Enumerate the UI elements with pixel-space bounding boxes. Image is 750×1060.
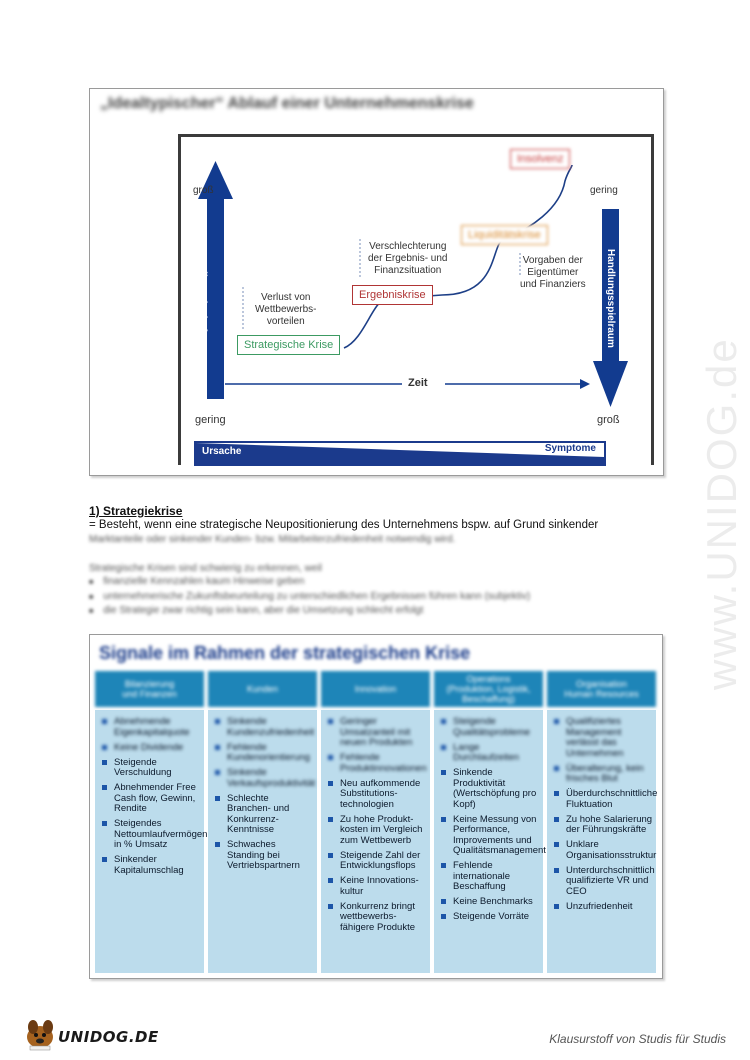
section-bullets — [89, 575, 530, 619]
column-operations — [434, 671, 546, 973]
footer-tagline: Klausurstoff von Studis für Studis — [549, 1032, 726, 1046]
list-item: Zu hohe Salarierung der Führungskräfte — [553, 815, 654, 836]
list-item: ■ die Strategie zwar richtig sein kann, aber die Umsetzung schlecht erfolgt — [89, 604, 530, 619]
list-item: Steigende Zahl der Entwicklungsflops — [327, 851, 428, 872]
symptom-label: Symptome — [544, 443, 596, 454]
section-intro: Strategische Krisen sind schwierig zu erkennen, weil — [89, 563, 322, 574]
column-header: Organisation Human Resources — [547, 671, 656, 707]
list-item: Fehlende internationale Beschaffung — [440, 861, 541, 893]
list-item: Neu aufkommende Substitutions-technologien — [327, 779, 428, 811]
figure-2-title: Signale im Rahmen der strategischen Krise — [99, 643, 471, 663]
list-item: Schwaches Standing bei Vertriebspartnern — [214, 840, 315, 872]
section-title: 1) Strategiekrise — [89, 504, 183, 518]
left-bottom-label: gering — [195, 414, 226, 426]
column-header: Bilanzierung und Finanzen — [95, 671, 204, 707]
right-bottom-label: groß — [597, 414, 620, 426]
list-item: Sinkende Produktivität (Wertschöpfung pro Kopf) — [440, 768, 541, 810]
list-item: Fehlende Produktinnovationen — [327, 753, 428, 774]
note-result: Verschlechterung der Ergebnis- und Finanzsituation — [368, 241, 448, 276]
right-top-label: gering — [590, 185, 618, 196]
time-label: Zeit — [408, 377, 428, 389]
unidog-logo[interactable] — [22, 1017, 162, 1051]
list-item: Überalterung, kein frisches Blut — [553, 764, 654, 785]
column-header: Innovation — [321, 671, 430, 707]
cause-label: Ursache — [202, 446, 242, 457]
list-item: Abnehmende Eigenkapitalquote — [101, 717, 202, 738]
column-organisation — [547, 671, 656, 973]
watermark: www.UNIDOG.de — [698, 337, 745, 690]
stage-liquidity-crisis: Liquiditätskrise — [461, 225, 548, 245]
list-item: Unterdurchschnittlich qualifizierte VR und CEO — [553, 866, 654, 898]
column-innovation — [321, 671, 430, 973]
list-item: ■ finanzielle Kennzahlen kaum Hinweise geben — [89, 575, 530, 590]
note-liquidity: Vorgaben der Eigentümer und Finanziers — [520, 255, 586, 290]
list-item: Steigende Qualitätsprobleme — [440, 717, 541, 738]
list-item: Fehlende Kundenorientierung — [214, 743, 315, 764]
list-item: Zu hohe Produkt-kosten im Vergleich zum Wettbewerb — [327, 815, 428, 847]
right-axis-label: Handlungsspielraum — [605, 249, 616, 348]
figure-1-title: „Idealtypischer“ Ablauf einer Unternehmenskrise — [100, 95, 474, 112]
column-header: Operations (Produktion, Logistik, Beschaffung) — [434, 671, 543, 707]
left-axis-label: Handlungsbedarf — [197, 249, 208, 332]
list-item: Schlechte Branchen- und Konkurrenz-Kenntnisse — [214, 794, 315, 836]
list-item: Sinkende Verkaufsproduktivität — [214, 768, 315, 789]
list-item: Keine Innovations-kultur — [327, 876, 428, 897]
list-item: Steigende Verschuldung — [101, 758, 202, 779]
logo-text: UNIDOG.DE — [58, 1028, 159, 1046]
column-customers — [208, 671, 317, 973]
list-item: Geringer Umsatzanteil mit neuen Produkten — [327, 717, 428, 749]
list-item: Steigendes Nettoumlaufvermögen in % Umsatz — [101, 819, 202, 851]
stage-result-crisis: Ergebniskrise — [352, 285, 433, 305]
list-item: Abnehmender Free Cash flow, Gewinn, Rendite — [101, 783, 202, 815]
list-item: Keine Messung von Performance, Improvements und Qualitätsmanagement — [440, 815, 541, 857]
stage-insolvency: Insolvenz — [510, 149, 570, 169]
signals-figure — [89, 634, 663, 979]
crisis-flow-figure — [89, 88, 664, 476]
list-item: Steigende Vorräte — [440, 912, 541, 923]
section-definition: = Besteht, wenn eine strategische Neupositionierung des Unternehmens bspw. auf Grund sinkender — [89, 519, 599, 531]
list-item: Unzufriedenheit — [553, 902, 654, 913]
stage-strategic-crisis: Strategische Krise — [237, 335, 340, 355]
list-item: Keine Dividende — [101, 743, 202, 754]
list-item: Qualifiziertes Management verlässt das Unternehmen — [553, 717, 654, 759]
list-item: Überdurchschnittliche Fluktuation — [553, 789, 654, 810]
list-item: Sinkende Kundenzufriedenheit — [214, 717, 315, 738]
note-strategic: Verlust von Wettbewerbs- vorteilen — [255, 292, 317, 327]
list-item: Unklare Organisationsstruktur — [553, 840, 654, 861]
dog-icon — [22, 1017, 62, 1051]
list-item: Konkurrenz bringt wettbewerbs-fähigere Produkte — [327, 902, 428, 934]
cause-symptom-bar — [194, 441, 606, 466]
column-header: Kunden — [208, 671, 317, 707]
list-item: Sinkender Kapitalumschlag — [101, 855, 202, 876]
column-finance — [95, 671, 208, 973]
list-item: Lange Durchlaufzeiten — [440, 743, 541, 764]
list-item: ■ unternehmerische Zukunftsbeurteilung zu unterschiedlichen Ergebnissen führen kann (subjektiv) — [89, 590, 530, 605]
list-item: Keine Benchmarks — [440, 897, 541, 908]
left-top-label: groß — [193, 185, 214, 196]
section-definition-continued: Marktanteile oder sinkender Kunden- bzw. Mitarbeiterzufriedenheit notwendig wird. — [89, 534, 456, 545]
